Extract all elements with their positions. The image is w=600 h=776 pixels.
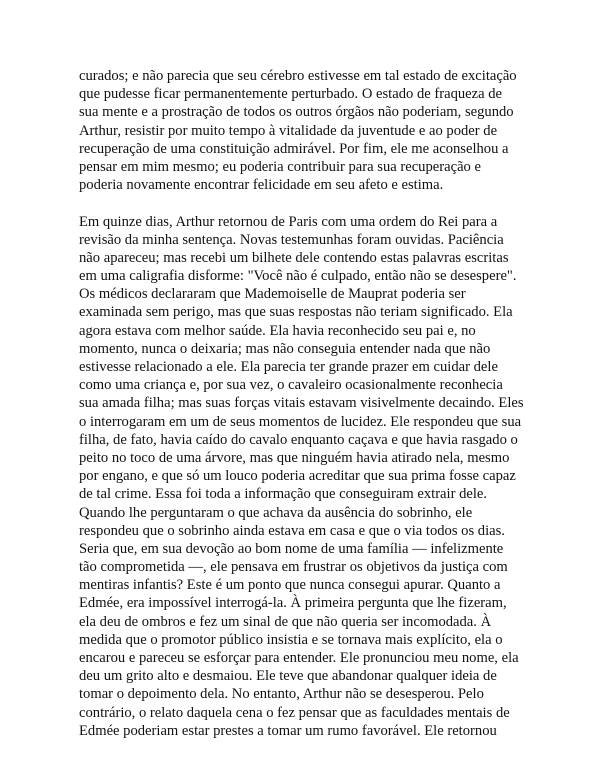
text-line: Em quinze dias, Arthur retornou de Paris com uma ordem do Rei para a xyxy=(79,213,498,230)
text-line: ela deu de ombros e fez um sinal de que não queria ser incomodada. À xyxy=(79,613,492,630)
text-line: por engano, e que só um louco poderia acreditar que sua prima fosse capaz xyxy=(79,468,516,485)
text-line: filha, de fato, havia caído do cavalo enquanto caçava e que havia rasgado o xyxy=(79,431,518,448)
text-line: encarou e pareceu se esforçar para entender. Ele pronunciou meu nome, ela xyxy=(79,650,519,666)
text-line: peito no toco de uma árvore, mas que ninguém havia atirado nela, mesmo xyxy=(79,449,510,466)
text-line: respondeu que o sobrinho ainda estava em casa e que o via todos os dias. xyxy=(79,522,505,539)
text-line: sua mente e a prostração de todos os outros órgãos não poderiam, segundo xyxy=(79,104,514,121)
text-line: Edmée, era impossível interrogá-la. À primeira pergunta que lhe fizeram, xyxy=(79,595,507,612)
text-line: Edmée poderiam estar prestes a tomar um rumo favorável. Ele retornou xyxy=(79,722,497,739)
text-line: como uma criança e, por sua vez, o cavaleiro ocasionalmente reconhecia xyxy=(79,377,503,394)
text-line: examinada sem perigo, mas que suas respostas não teriam significado. Ela xyxy=(79,304,513,321)
text-line: tomar o depoimento dela. No entanto, Arthur não se desesperou. Pelo xyxy=(79,686,484,703)
paragraph-2 xyxy=(79,213,531,740)
text-line: Seria que, em sua devoção ao bom nome de uma família — infelizmente xyxy=(79,540,504,557)
document-body xyxy=(79,67,531,740)
text-line: curados; e não parecia que seu cérebro estivesse em tal estado de excitação xyxy=(79,68,517,84)
text-line: sua amada filha; mas suas forças vitais estavam visivelmente decaindo. Eles xyxy=(79,395,524,412)
text-line: revisão da minha sentença. Novas testemunhas foram ouvidas. Paciência xyxy=(79,231,504,248)
text-line: medida que o promotor público insistia e se tornava mais explícito, ela o xyxy=(79,631,503,648)
text-line: contrário, o relato daquela cena o fez pensar que as faculdades mentais de xyxy=(79,704,510,721)
text-line: estivesse relacionado a ele. Ela parecia ter grande prazer em cuidar dele xyxy=(79,359,498,375)
text-line: o interrogaram em um de seus momentos de lucidez. Ele respondeu que sua xyxy=(79,413,522,430)
text-line: não apareceu; mas recebi um bilhete dele contendo estas palavras escritas xyxy=(79,249,509,266)
text-line: agora estava com melhor saúde. Ela havia reconhecido seu pai e, no xyxy=(79,322,476,339)
text-line: poderia novamente encontrar felicidade em seu afeto e estima. xyxy=(79,177,444,194)
text-line: momento, nunca o deixaria; mas não conseguia entender nada que não xyxy=(79,340,491,357)
text-line: em uma caligrafia disforme: "Você não é culpado, então não se desespere". xyxy=(79,268,517,285)
text-line: Quando lhe perguntaram o que achava da ausência do sobrinho, ele xyxy=(79,504,473,521)
text-line: recuperação de uma constituição admirável. Por fim, ele me aconselhou a xyxy=(79,140,509,157)
text-line: Arthur, resistir por muito tempo à vitalidade da juventude e ao poder de xyxy=(79,122,498,139)
paragraph-1 xyxy=(79,67,531,194)
text-line: de tal crime. Essa foi toda a informação que conseguiram extrair dele. xyxy=(79,486,488,503)
text-line: que pudesse ficar permanentemente perturbado. O estado de fraqueza de xyxy=(79,86,503,103)
text-line: Os médicos declararam que Mademoiselle de Mauprat poderia ser xyxy=(79,286,466,303)
text-line: mentiras infantis? Este é um ponto que nunca consegui apurar. Quanto a xyxy=(79,577,501,594)
text-line: tão comprometida —, ele pensava em frustrar os objetivos da justiça com xyxy=(79,559,508,576)
text-line: deu um grito alto e desmaiou. Ele teve que abandonar qualquer ideia de xyxy=(79,668,497,685)
text-line: pensar em mim mesmo; eu poderia contribuir para sua recuperação e xyxy=(79,158,481,175)
